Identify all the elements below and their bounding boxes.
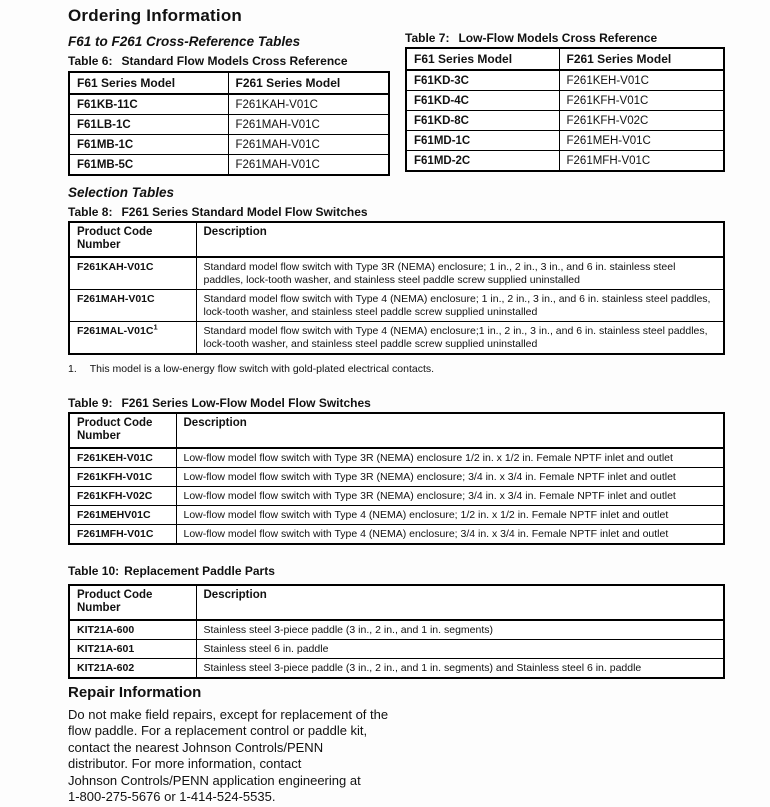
table8-footnote (68, 363, 434, 375)
table6-caption-label: Table 6: (68, 54, 113, 68)
description-cell: Standard model flow switch with Type 4 (NEMA) enclosure; 1 in., 2 in., 3 in., and 6 in. stainless steel paddles, lock-tooth washer, and stainless steel paddle screw supplied uninstalled (196, 290, 724, 322)
table-row (69, 257, 724, 290)
table-row (406, 111, 724, 131)
f61-model-cell: F61KB-11C (69, 94, 228, 115)
table9-caption-title: F261 Series Low-Flow Model Flow Switches (121, 396, 371, 410)
table7-caption-label: Table 7: (405, 31, 450, 45)
f61-model-cell: F61MB-5C (69, 155, 228, 176)
description-cell: Standard model flow switch with Type 4 (NEMA) enclosure;1 in., 2 in., 3 in., and 6 in. stainless steel paddles, lock-tooth washer, and stainless steel paddle screw supplied uninstalled (196, 322, 724, 355)
table-row (69, 620, 724, 640)
standard-model-flow-switches-table (68, 221, 725, 355)
description-cell: Stainless steel 6 in. paddle (196, 640, 724, 659)
replacement-paddle-parts-table (68, 584, 725, 679)
repair-information-heading: Repair Information (68, 684, 202, 701)
product-code-cell: KIT21A-602 (69, 659, 196, 679)
f261-model-cell: F261KFH-V02C (559, 111, 724, 131)
f61-model-cell: F61KD-4C (406, 91, 559, 111)
table10-col-product-code: Product Code Number (69, 585, 196, 620)
table8-caption (68, 205, 368, 219)
repair-line: contact the nearest Johnson Controls/PENN (68, 739, 324, 755)
table7-caption-title: Low-Flow Models Cross Reference (458, 31, 658, 45)
product-code-cell (69, 290, 196, 322)
product-code-cell (69, 322, 196, 355)
product-code: F261KAH-V01C (77, 261, 154, 273)
footnote-text: This model is a low-energy flow switch with gold-plated electrical contacts. (89, 363, 435, 375)
description-cell: Low-flow model flow switch with Type 3R (NEMA) enclosure; 3/4 in. x 3/4 in. Female NPTF inlet and outlet (176, 487, 724, 506)
repair-line: distributor. For more information, contact (68, 756, 302, 772)
f261-model-cell: F261KAH-V01C (228, 94, 389, 115)
description-cell: Low-flow model flow switch with Type 4 (NEMA) enclosure; 3/4 in. x 3/4 in. Female NPTF inlet and outlet (176, 525, 724, 545)
table9-col-description: Description (176, 413, 724, 448)
table-row (69, 94, 389, 115)
table7-caption (405, 31, 657, 45)
table10-col-description: Description (196, 585, 724, 620)
table6-header-row (69, 72, 389, 94)
footnote-marker: 1 (153, 322, 158, 332)
table10-caption-title: Replacement Paddle Parts (124, 564, 275, 578)
f61-model-cell: F61LB-1C (69, 115, 228, 135)
ordering-information-heading: Ordering Information (68, 6, 242, 25)
table-row (69, 659, 724, 679)
table-row (69, 155, 389, 176)
repair-line: Do not make field repairs, except for replacement of the (68, 707, 389, 722)
f61-model-cell: F61MD-1C (406, 131, 559, 151)
table-row (69, 506, 724, 525)
product-code-cell: F261KEH-V01C (69, 448, 176, 468)
f61-model-cell: F61MB-1C (69, 135, 228, 155)
table7-header-row (406, 48, 724, 70)
table-row (69, 525, 724, 545)
table10-header-row (69, 585, 724, 620)
product-code-cell: F261MFH-V01C (69, 525, 176, 545)
table7-col-f261: F261 Series Model (559, 48, 724, 70)
description-cell: Low-flow model flow switch with Type 3R (NEMA) enclosure; 3/4 in. x 3/4 in. Female NPTF inlet and outlet (176, 468, 724, 487)
table-row (406, 131, 724, 151)
table6-col-f61: F61 Series Model (69, 72, 228, 94)
product-code-cell: F261KFH-V02C (69, 487, 176, 506)
table6-caption (68, 54, 348, 68)
repair-phone-numbers: 1-800-275-5676 or 1-414-524-5535. (68, 789, 276, 805)
selection-tables-subheading: Selection Tables (68, 185, 175, 200)
product-code-cell: KIT21A-600 (69, 620, 196, 640)
table-row (69, 115, 389, 135)
table-row (406, 151, 724, 172)
table-row (69, 448, 724, 468)
f261-model-cell: F261MAH-V01C (228, 155, 389, 176)
f261-model-cell: F261MAH-V01C (228, 135, 389, 155)
description-cell: Stainless steel 3-piece paddle (3 in., 2 in., and 1 in. segments) (196, 620, 724, 640)
product-code-cell (69, 257, 196, 290)
table8-header-row (69, 222, 724, 257)
product-code-cell: F261MEHV01C (69, 506, 176, 525)
table6-col-f261: F261 Series Model (228, 72, 389, 94)
table-row (406, 91, 724, 111)
table-row (69, 290, 724, 322)
crossref-tables-subheading: F61 to F261 Cross-Reference Tables (68, 34, 301, 49)
f61-model-cell: F61KD-3C (406, 70, 559, 91)
f61-model-cell: F61KD-8C (406, 111, 559, 131)
table7-col-f61: F61 Series Model (406, 48, 559, 70)
table6-caption-title: Standard Flow Models Cross Reference (121, 54, 348, 68)
table-row (69, 468, 724, 487)
f261-model-cell: F261MEH-V01C (559, 131, 724, 151)
product-code: F261MAL-V01C (77, 325, 154, 337)
product-code: F261MAH-V01C (77, 293, 155, 305)
description-cell: Low-flow model flow switch with Type 3R (NEMA) enclosure 1/2 in. x 1/2 in. Female NPTF inlet and outlet (176, 448, 724, 468)
table-row (69, 322, 724, 355)
table-row (69, 640, 724, 659)
repair-line: flow paddle. For a replacement control or paddle kit, (68, 723, 368, 739)
standard-flow-cross-reference-table (68, 71, 390, 176)
description-cell: Standard model flow switch with Type 3R (NEMA) enclosure; 1 in., 2 in., 3 in., and 6 in. stainless steel paddles, lock-tooth washer, and stainless steel paddle screw supplied uninstalled (196, 257, 724, 290)
table10-caption (68, 564, 275, 578)
f261-model-cell: F261MAH-V01C (228, 115, 389, 135)
description-cell: Stainless steel 3-piece paddle (3 in., 2 in., and 1 in. segments) and Stainless steel 6 in. paddle (196, 659, 724, 679)
repair-line: Johnson Controls/PENN application engineering at (68, 772, 361, 788)
table8-caption-title: F261 Series Standard Model Flow Switches (121, 205, 368, 219)
table9-caption-label: Table 9: (68, 396, 113, 410)
f261-model-cell: F261KFH-V01C (559, 91, 724, 111)
table-row (69, 487, 724, 506)
table8-col-product-code: Product Code Number (69, 222, 196, 257)
product-code-cell: KIT21A-601 (69, 640, 196, 659)
footnote-number: 1. (68, 363, 77, 375)
table9-header-row (69, 413, 724, 448)
table8-col-description: Description (196, 222, 724, 257)
low-flow-cross-reference-table (405, 47, 725, 172)
table8-caption-label: Table 8: (68, 205, 113, 219)
low-flow-model-flow-switches-table (68, 412, 725, 545)
table-row (406, 70, 724, 91)
product-code-cell: F261KFH-V01C (69, 468, 176, 487)
repair-information-paragraph (68, 707, 488, 805)
f261-model-cell: F261MFH-V01C (559, 151, 724, 172)
table9-caption (68, 396, 371, 410)
table10-caption-label: Table 10: (68, 564, 120, 578)
table-row (69, 135, 389, 155)
description-cell: Low-flow model flow switch with Type 4 (NEMA) enclosure; 1/2 in. x 1/2 in. Female NPTF inlet and outlet (176, 506, 724, 525)
table9-col-product-code: Product Code Number (69, 413, 176, 448)
f261-model-cell: F261KEH-V01C (559, 70, 724, 91)
f61-model-cell: F61MD-2C (406, 151, 559, 172)
